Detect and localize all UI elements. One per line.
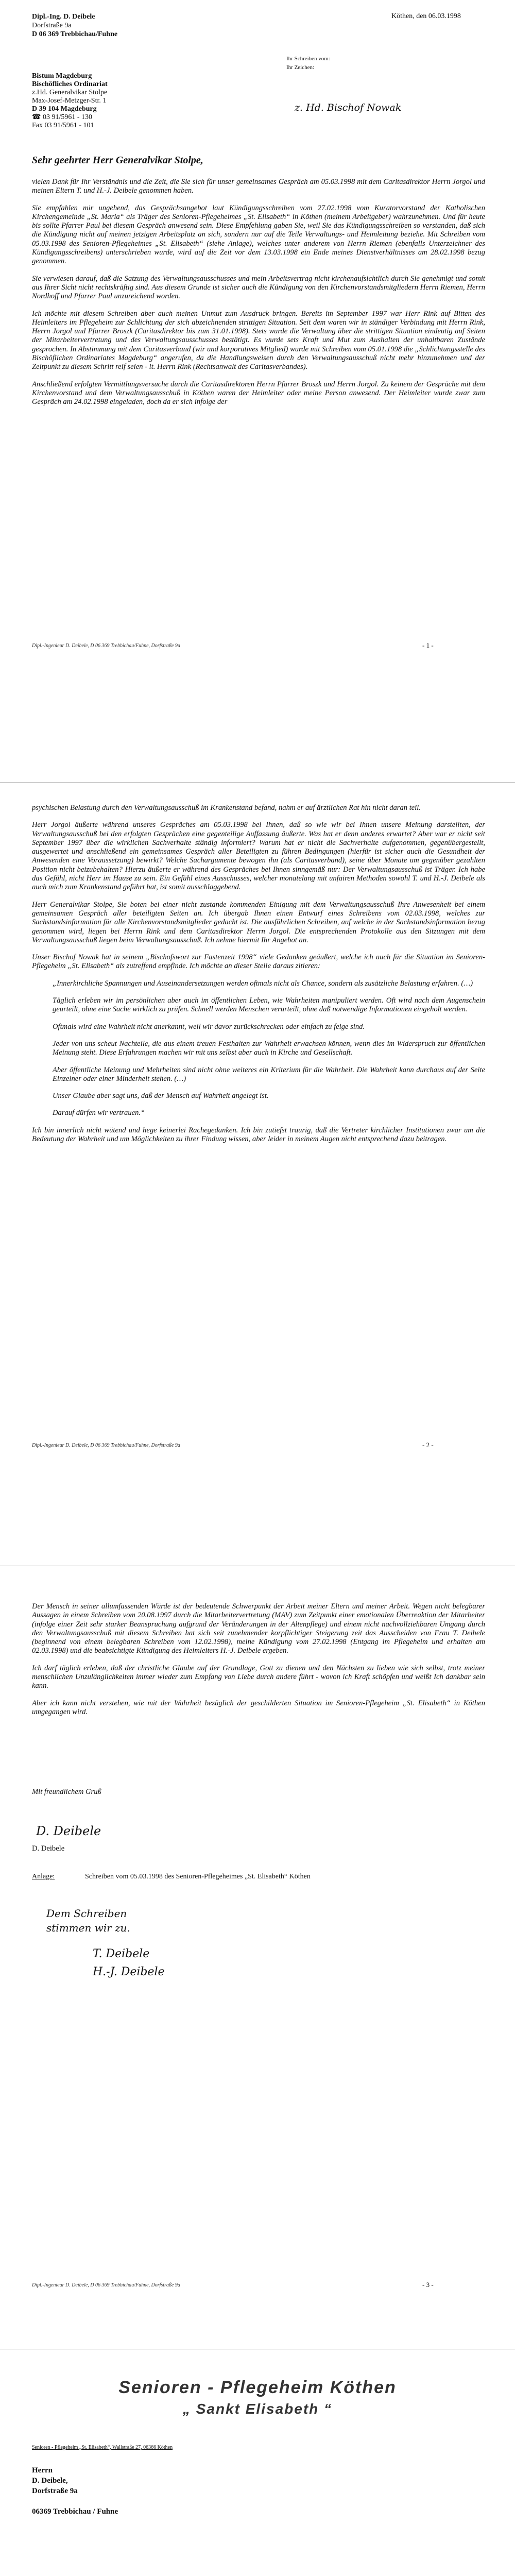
letter-body <box>32 178 485 415</box>
ref-sign: Ihr Zeichen: <box>286 64 315 71</box>
letter-body <box>32 1602 485 1725</box>
letter-body <box>32 804 485 1152</box>
attachment-label: Anlage: <box>32 1873 55 1880</box>
quote-line: „Innerkirchliche Spannungen und Auseinandersetzungen werden oftmals nicht als Chance, sondern als zusätzliche Belastung erfahren. (…) <box>53 979 473 988</box>
return-address-line: Senioren - Pflegeheim „St. Elisabeth“, Wallstraße 27, 06366 Köthen <box>32 2445 173 2450</box>
paragraph: Der Mensch in seiner allumfassenden Würde ist der bedeutende Schwerpunkt der Arbeit meiner Eltern und meiner Arbeit. Wegen nicht belegbarer Aussagen in einem Schreiben vom 20.08.1997 durch die Mitarbeitervertretung (MAV) zum Zeitpunkt einer emotionalen Überreaktion der Mitarbeiter (infolge einer Zeit sehr starker Beanspruchung aufgrund der Veränderungen in der Altenpflege) und einem nicht nachvollziehbaren Umgang durch den Verwaltungsausschuß mit diesem Schreiben hat sich seit zunehmender korpflichtiger Steigerung zeit das Ausscheiden von Frau T. Deibele (beginnend von einem belegbaren Schreiben vom 12.02.1998), meine Kündigung vom 27.02.1998 (Entgang im Pflegeheim und erhalten am 02.03.1998) und die beabsichtigte Kündigung des Heimleiters H.-J. Deibele ergeben. <box>32 1602 485 1655</box>
recipient-phone: ☎ 03 91/5961 - 130 <box>32 113 92 121</box>
quote-line: Oftmals wird eine Wahrheit nicht anerkannt, weil wir davor zurückschrecken oder einfach zu feige sind. <box>53 1022 365 1031</box>
page-number: - 3 - <box>422 2281 434 2289</box>
notice-page <box>0 2349 515 2576</box>
signer-name: D. Deibele <box>32 1844 65 1853</box>
recipient-line-2: Bischöfliches Ordinariat <box>32 80 108 88</box>
letter-page-1 <box>0 0 515 783</box>
letter-page-2 <box>0 783 515 1566</box>
handwritten-signature: H.-J. Deibele <box>93 1965 165 1978</box>
recipient-line-2: D. Deibele, <box>32 2477 68 2485</box>
page-number: - 2 - <box>422 1441 434 1449</box>
salutation: Sehr geehrter Herr Generalvikar Stolpe, <box>32 155 203 166</box>
page-footer: Dipl.-Ingenieur D. Deibele, D 06 369 Trebbichau/Fuhne, Dorfstraße 9a <box>32 2282 180 2288</box>
letterhead-title: Senioren - Pflegeheim Köthen <box>118 2378 397 2397</box>
letter-date: Köthen, den 06.03.1998 <box>391 12 461 20</box>
recipient-fax: Fax 03 91/5961 - 101 <box>32 122 94 129</box>
handwritten-signature: D. Deibele <box>36 1824 101 1838</box>
closing-phrase: Mit freundlichem Gruß <box>32 1788 101 1796</box>
quote-line: Darauf dürfen wir vertrauen.“ <box>53 1109 145 1117</box>
sender-city: D 06 369 Trebbichau/Fuhne <box>32 30 118 38</box>
sender-block <box>32 12 117 39</box>
quote-line: Aber öffentliche Meinung und Mehrheiten sind nicht ohne weiteres ein Kriterium für die Wahrheit. Die Wahrheit kann durchaus auf der Seite Einzelner oder einer Minderheit stehen. (…) <box>53 1065 485 1083</box>
recipient-address <box>32 72 108 130</box>
ref-yours: Ihr Schreiben vom: <box>286 56 330 62</box>
handwritten-reference: z. Hd. Bischof Nowak <box>295 102 402 113</box>
paragraph: Ich bin innerlich nicht wütend und hege keinerlei Rachegedanken. Ich bin zutiefst traurig, daß die Vertreter kirchlicher Institutionen zwar um die Bedeutung der Wahrheit und um Möglichkeiten zu ihrer Findung wissen, aber leider in meinem Augen nicht entsprechend dazu beitragen. <box>32 1126 485 1144</box>
handwritten-approval-note: Dem Schreiben stimmen wir zu. <box>46 1907 130 1934</box>
paragraph: Herr Generalvikar Stolpe, Sie boten bei einer nicht zustande kommenden Einigung mit dem Verwaltungsausschuß Ihre Anwesenheit bei einem gemeinsamen Gespräch aller beteiligten Seiten an. Ich übergab Ihnen einen Entwurf eines Schreibens vom 02.03.1998, welches zur Sachstandsinformation für alle Kirchenvorstandsmitglieder gedacht ist. Die ausführlichen Schreiben, auf welche in der Sachstandsinformation bezug genommen wird, liegen bei Herrn Rink und dem Caritasdirektor Herrn Jorgol. Die entsprechenden Protokolle aus den Sitzungen mit dem Verwaltungsausschuß liegen beim Verwaltungsausschuß. Ich nehme hiermit Ihr Angebot an. <box>32 900 485 944</box>
paragraph: Aber ich kann nicht verstehen, wie mit der Wahrheit bezüglich der geschilderten Situation im Senioren-Pflegeheim „St. Elisabeth“ in Köthen umgegangen wird. <box>32 1699 485 1716</box>
paragraph: vielen Dank für Ihr Verständnis und die Zeit, die Sie sich für unser gemeinsames Gespräch am 05.03.1998 mit dem Caritasdirektor Herrn Jorgol und meinen Eltern T. und H.-J. Deibele genommen haben. <box>32 178 485 195</box>
recipient-address <box>32 2465 118 2517</box>
quote-line: Täglich erleben wir im persönlichen aber auch im öffentlichen Leben, wie Wahrheiten manipuliert werden. Oft wird nach dem Augenschein geurteilt, ohne eine Sache wirklich zu prüfen. Schnell werden Menschen verurteilt, ohne daß notwendige Informationen eingeholt werden. <box>53 996 485 1014</box>
paragraph: Sie verwiesen darauf, daß die Satzung des Verwaltungsausschusses und mein Arbeitsvertrag nicht kirchenaufsichtlich durch Sie genehmigt und somit aus Ihrer Sicht nicht rechtskräftig sind. Aus diesem Grunde ist sicher auch die Kündigung von den Kirchenvorstandsmitgliedern Herrn Riemen, Herrn Nordhoff und Pfarrer Paul unzureichend worden. <box>32 274 485 301</box>
bishop-quote <box>32 979 485 1118</box>
page-footer: Dipl.-Ingenieur D. Deibele, D 06 369 Trebbichau/Fuhne, Dorfstraße 9a <box>32 1443 180 1448</box>
recipient-line-4: 06369 Trebbichau / Fuhne <box>32 2507 118 2516</box>
page-footer: Dipl.-Ingenieur D. Deibele, D 06 369 Trebbichau/Fuhne, Dorfstraße 9a <box>32 643 180 649</box>
letter-page-3 <box>0 1566 515 2349</box>
quote-line: Unser Glaube aber sagt uns, daß der Mensch auf Wahrheit angelegt ist. <box>53 1092 269 1100</box>
page-number: - 1 - <box>422 641 434 649</box>
letterhead-subtitle: „ Sankt Elisabeth “ <box>182 2401 333 2417</box>
paragraph: psychischen Belastung durch den Verwaltungsausschuß im Krankenstand befand, nahm er auf ärztlichen Rat hin nicht daran teil. <box>32 804 421 812</box>
recipient-line-1: Bistum Magdeburg <box>32 72 92 80</box>
recipient-line-1: Herrn <box>32 2466 53 2475</box>
attachment-text: Schreiben vom 05.03.1998 des Senioren-Pflegeheimes „St. Elisabeth“ Köthen <box>85 1873 311 1880</box>
sender-name: Dipl.-Ing. D. Deibele <box>32 13 95 21</box>
paragraph: Herr Jorgol äußerte während unseres Gespräches am 05.03.1998 bei Ihnen, daß so wie wir bei Ihnen unsere Meinung darstellten, der Verwaltungsausschuß bei den erfolgten Gesprächen eine gegenteilige Auffassung äußerte. Was hat er denn anderes erwartet? Aber war er nicht seit September 1997 über die wirklichen Sachverhalte ständig informiert? Warum hat er nicht die Sachverhalte aufgenommen, gegenübergestellt, ausgewertet und anschließend ein gemeinsames Gespräch aller Beteiligten zu führen Bedingungen (hierfür ist sicher auch die Gesundheit der Anwesenden eine Voraussetzung) bewirkt? Welche Sachargumente bewogen ihn (als Caritasverband), seine über Monate um gegenüber gezahlten Position nicht beizubehalten? Hierzu äußerte er während des Gespräches bei Ihnen sinngemäß nur: Der Verwaltungsausschuß ist Träger. Ich habe das Gefühl, nicht Herr im Hause zu sein. Ein Gefühl eines Ausschusses, welcher monatelang mit unfairen Methoden sowohl T. und H.-J. Deibele als auch mich zum Krankenstand geführt hat, ist somit ausschlaggebend. <box>32 821 485 892</box>
recipient-line-3: Dorfstraße 9a <box>32 2487 78 2495</box>
paragraph: Ich möchte mit diesem Schreiben aber auch meinen Unmut zum Ausdruck bringen. Bereits im September 1997 war Herr Rink auf Bitten des Heimleiters im Pflegeheim zur Schlichtung der sich abzeichnenden strittigen Situation. Seit dem waren wir in ständiger Verbindung mit Herrn Rink, Herrn Jorgol und Pfarrer Broszk (Caritasdirektor bis zum 31.01.1998). Stets wurde die Verwaltung über die strittigen Situation eindeutig auf Seiten der Mitarbeitervertretung und des Verwaltungsausschusses bestätigt. Es wurde sets Kraft und Mut zum Aushalten der unhaltbaren Zustände gesprochen. In Abstimmung mit dem Caritasverband (wir und korporatives Mitglied) wurde mit Schreiben vom 05.01.1998 die „Schlichtungsstelle des Bischöflichen Ordinariates Magdeburg“ angerufen, da die Handlungsweisen durch den Verwaltungsausschuß nicht mehr hinzunehmen und der Zeitpunkt zu diesem Schritt reif seien - lt. Herrn Rink (Rechtsanwalt des Caritasverbandes). <box>32 309 485 371</box>
handwritten-signature: T. Deibele <box>93 1947 150 1960</box>
recipient-line-3: z.Hd. Generalvikar Stolpe <box>32 89 108 96</box>
sender-street: Dorfstraße 9a <box>32 22 72 29</box>
quote-line: Jeder von uns scheut Nachteile, die aus einem treuen Festhalten zur Wahrheit erwachsen können, wenn dies im Widerspruch zur öffentlichen Meinung steht. Diese Erfahrungen machen wir mit uns selbst aber auch in Kirche und Gesellschaft. <box>53 1039 485 1057</box>
paragraph: Unser Bischof Nowak hat in seinem „Bischofswort zur Fastenzeit 1998“ viele Gedanken geäußert, welche ich auch für die Situation im Senioren-Pflegeheim „St. Elisabeth“ als zutreffend empfinde. Ich möchte an dieser Stelle daraus zitieren: <box>32 953 485 971</box>
paragraph: Sie empfahlen mir ungehend, das Gesprächsangebot laut Kündigungsschreiben vom 27.02.1998 vom Kuratorvorstand der Katholischen Kirchengemeinde „St. Maria“ als Träger des Senioren-Pflegeheimes „St. Elisabeth“ in Köthen (meinem Arbeitgeber) wahrzunehmen. Und für heute bis sollte Pfarrer Paul bei diesem Gespräch anwesend sein. Diese Empfehlung gaben Sie, weil Sie das Kündigungsschreiben so verstanden, daß sich die Kündigung nicht auf meinen jetzigen Arbeitsplatz an sich, sondern nur auf die Teile Verwaltungs- und Heimleitung beziehe. Mit Schreiben vom 05.03.1998 des Senioren-Pflegeheimes „St. Elisabeth“ (siehe Anlage), welches unter anderem von Herrn Riemen (ebenfalls Unterzeichner des Kündigungsschreibens) unterschrieben wurde, wird auf die Zeit vor dem 13.03.1998 ein Ende meines Dienstverhältnisses am 28.02.1998 bezug genommen. <box>32 204 485 266</box>
paragraph: Anschließend erfolgten Vermittlungsversuche durch die Caritasdirektoren Herrn Pfarrer Broszk und Herrn Jorgol. Zu keinem der Gespräche mit dem Kirchenvorstand und dem Verwaltungsausschuß in Köthen waren der Heimleiter oder meine Person anwesend. Der Heimleiter wurde zwar zum Gespräch am 24.02.1998 eingeladen, doch da er sich infolge der <box>32 380 485 406</box>
recipient-line-4: Max-Josef-Metzger-Str. 1 <box>32 97 107 105</box>
paragraph: Ich darf täglich erleben, daß der christliche Glaube auf der Grundlage, Gott zu dienen und den Nächsten zu lieben wie sich selbst, trotz meiner menschlichen Unzulänglichkeiten immer wieder zum Empfang von Liebe durch andere führt - wovon ich Kraft schöpfen und weißt Ich dankbar sein kann. <box>32 1664 485 1690</box>
recipient-line-5: D 39 104 Magdeburg <box>32 105 97 113</box>
